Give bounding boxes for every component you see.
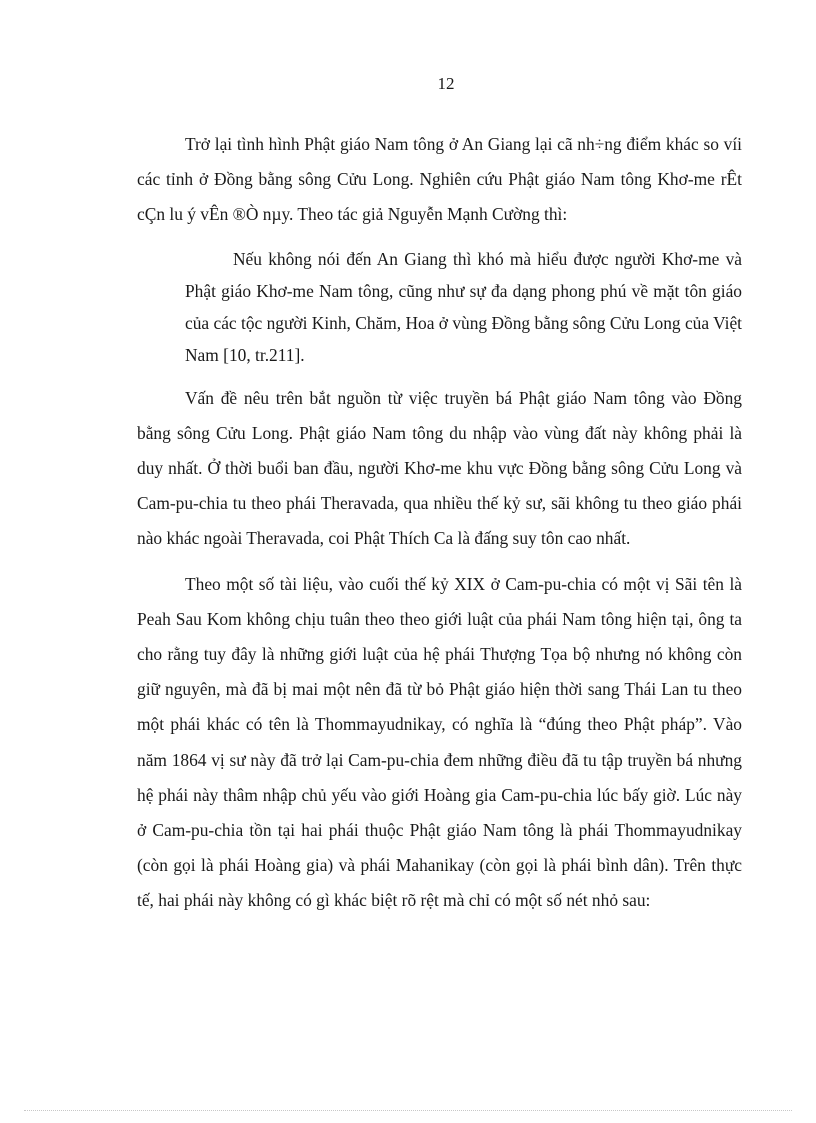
body-text xyxy=(137,127,742,919)
paragraph-intro: Trở lại tình hình Phật giáo Nam tông ở An Giang lại cã nh÷ng điểm khác so víi các tỉnh ở Đồng bằng sông Cửu Long. Nghiên cứu Phật giáo Nam tông Khơ-me rÊt cÇn lu ý vÊn ®Ò nµy. Theo tác giả Nguyễn Mạnh Cường thì: xyxy=(137,134,742,225)
page-number: 12 xyxy=(437,74,455,93)
paragraph-history: Theo một số tài liệu, vào cuối thế kỷ XIX ở Cam-pu-chia có một vị Sãi tên là Peah Sau Kom không chịu tuân theo theo giới luật của phái Nam tông hiện tại, ông ta cho rằng tuy đây là những giới luật của hệ phái Thượng Tọa bộ nhưng nó không còn giữ nguyên, mà đã bị mai một nên đã từ bỏ Phật giáo hiện thời sang Thái Lan tu theo một phái khác có tên là Thommayudnikay, có nghĩa là “đúng theo Phật pháp”. Vào năm 1864 vị sư này đã trở lại Cam-pu-chia đem những điều đã tu tập truyền bá nhưng hệ phái này thâm nhập chủ yếu vào giới Hoàng gia Cam-pu-chia lúc bấy giờ. Lúc này ở Cam-pu-chia tồn tại hai phái thuộc Phật giáo Nam tông là phái Thommayudnikay (còn gọi là phái Hoàng gia) và phái Mahanikay (còn gọi là phái bình dân). Trên thực tế, hai phái này không có gì khác biệt rõ rệt mà chỉ có một số nét nhỏ sau: xyxy=(137,573,742,911)
page-bottom-divider xyxy=(24,1110,792,1111)
block-quote: Nếu không nói đến An Giang thì khó mà hiểu được người Khơ-me và Phật giáo Khơ-me Nam tông, cũng như sự đa dạng phong phú về mặt tôn giáo của các tộc người Kinh, Chăm, Hoa ở vùng Đồng bằng sông Cửu Long của Việt Nam [10, tr.211]. xyxy=(185,248,743,365)
paragraph-origin: Vấn đề nêu trên bắt nguồn từ việc truyền bá Phật giáo Nam tông vào Đồng bằng sông Cửu Long. Phật giáo Nam tông du nhập vào vùng đất này không phải là duy nhất. Ở thời buổi ban đầu, người Khơ-me khu vực Đồng bằng sông Cửu Long và Cam-pu-chia tu theo phái Theravada, qua nhiều thế kỷ sư, sãi không tu theo giáo phái nào khác ngoài Theravada, coi Phật Thích Ca là đấng suy tôn cao nhất. xyxy=(137,387,742,549)
